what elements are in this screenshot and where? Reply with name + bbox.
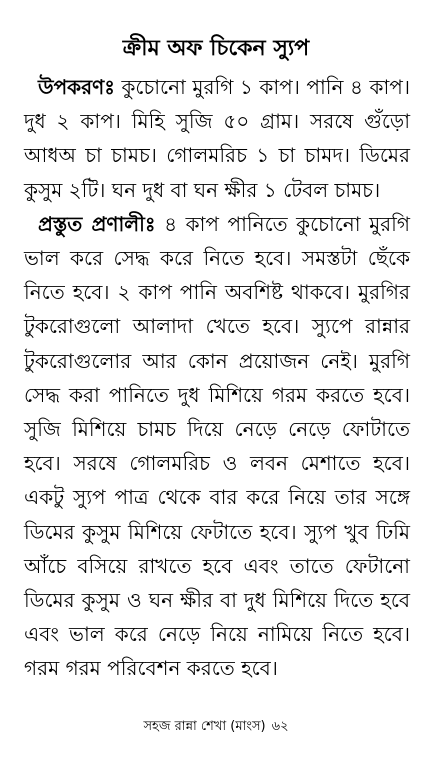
page-footer [0, 717, 432, 737]
recipe-body [24, 70, 410, 686]
ingredients-paragraph [24, 70, 410, 207]
method-text: ৪ কাপ পানিতে কুচোনো মুরগি ভাল করে সেদ্ধ করে নিতে হবে। সমস্তটা ছেঁকে নিতে হবে। ২ কাপ পানি অবশিষ্ট থাকবে। মুরগির টুকরোগুলো আলাদা খেতে হবে। স্যুপে রান্নার টুকরোগুলোর আর কোন প্রয়োজন নেই। মুরগি সেদ্ধ করা পানিতে দুধ মিশিয়ে গরম করতে হবে। সুজি মিশিয়ে চামচ দিয়ে নেড়ে নেড়ে ফোটাতে হবে। সরষে গোলমরিচ ও লবন মেশাতে হবে। একটু স্যুপ পাত্র থেকে বার করে নিয়ে তার সঙ্গে ডিমের কুসুম মিশিয়ে ফেটাতে হবে। স্যুপ খুব ঢিমি আঁচে বসিয়ে রাখতে হবে এবং তাতে ফেটানো ডিমের কুসুম ও ঘন ক্ষীর বা দুধ মিশিয়ে দিতে হবে এবং ভাল করে নেড়ে নিয়ে নামিয়ে নিতে হবে। গরম গরম পরিবেশন করতে হবে। [24, 211, 411, 681]
footer-book-title: সহজ রান্না শেখা (মাংস) [143, 719, 266, 734]
ingredients-text: কুচোনো মুরগি ১ কাপ। পানি ৪ কাপ। দুধ ২ কাপ। মিহি সুজি ৫০ গ্রাম। সরষে গুঁড়ো আধঅ চা চামচ। গোলমরিচ ১ চা চামদ। ডিমের কুসুম ২টি। ঘন দুধ বা ঘন ক্ষীর ১ টেবল চামচ। [24, 75, 410, 202]
ingredients-label: উপকরণঃ [38, 75, 115, 99]
method-paragraph [24, 207, 410, 686]
page-number: ৬২ [271, 719, 289, 734]
recipe-title: ক্রীম অফ চিকেন স্যুপ [122, 36, 310, 61]
method-label: প্রস্তুত প্রণালীঃ [38, 211, 156, 236]
